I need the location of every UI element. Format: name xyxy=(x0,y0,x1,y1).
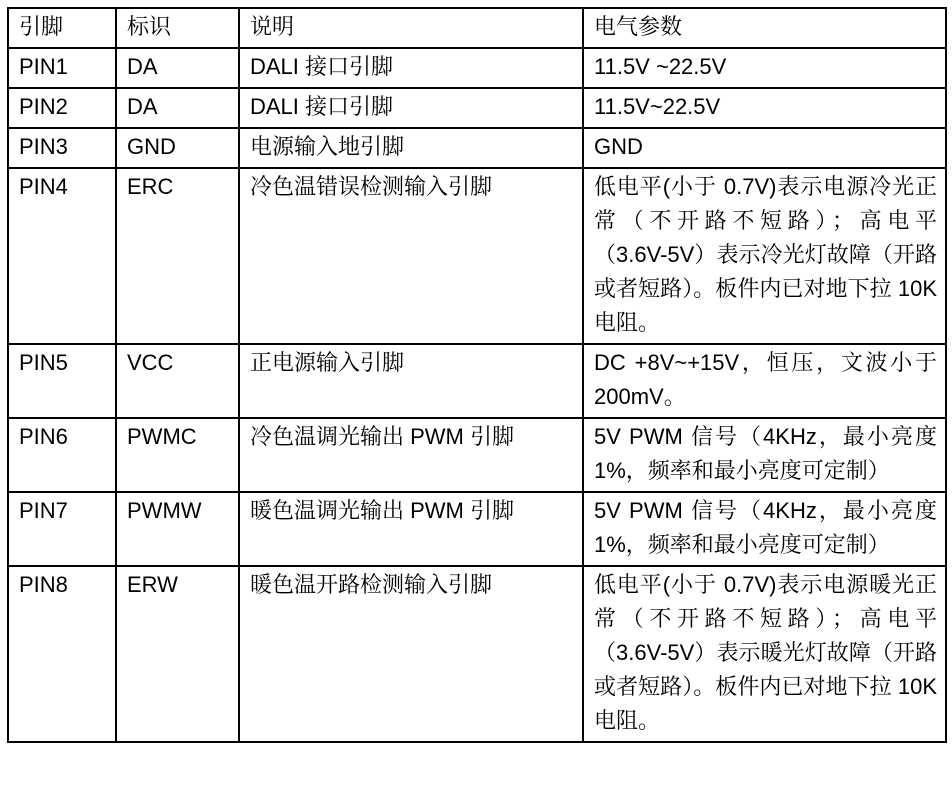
cell-pin6-description: 冷色温调光输出 PWM 引脚 xyxy=(239,418,583,492)
table-header-row xyxy=(8,8,946,48)
cell-pin4-description: 冷色温错误检测输入引脚 xyxy=(239,168,583,344)
cell-pin1-description: DALI 接口引脚 xyxy=(239,48,583,88)
cell-pin4-label: ERC xyxy=(116,168,239,344)
cell-pin6-params: 5V PWM 信号（4KHz，最小亮度 1%，频率和最小亮度可定制） xyxy=(583,418,946,492)
table-row-pin6 xyxy=(8,418,946,492)
cell-pin4-pin: PIN4 xyxy=(8,168,116,344)
cell-pin5-description: 正电源输入引脚 xyxy=(239,344,583,418)
cell-pin1-params: 11.5V ~22.5V xyxy=(583,48,946,88)
cell-pin2-description: DALI 接口引脚 xyxy=(239,88,583,128)
cell-pin1-pin: PIN1 xyxy=(8,48,116,88)
table-row-pin2 xyxy=(8,88,946,128)
column-header-description: 说明 xyxy=(239,8,583,48)
column-header-pin: 引脚 xyxy=(8,8,116,48)
table-row-pin3 xyxy=(8,128,946,168)
column-header-params: 电气参数 xyxy=(583,8,946,48)
cell-pin4-params: 低电平(小于 0.7V)表示电源冷光正常（不开路不短路）；高电平（3.6V-5V）表示冷光灯故障（开路或者短路）。板件内已对地下拉 10K 电阻。 xyxy=(583,168,946,344)
cell-pin5-label: VCC xyxy=(116,344,239,418)
table-row-pin1 xyxy=(8,48,946,88)
cell-pin3-description: 电源输入地引脚 xyxy=(239,128,583,168)
table-row-pin5 xyxy=(8,344,946,418)
cell-pin3-pin: PIN3 xyxy=(8,128,116,168)
cell-pin8-params: 低电平(小于 0.7V)表示电源暖光正常（不开路不短路）；高电平（3.6V-5V）表示暖光灯故障（开路或者短路）。板件内已对地下拉 10K 电阻。 xyxy=(583,566,946,742)
cell-pin2-params: 11.5V~22.5V xyxy=(583,88,946,128)
cell-pin1-label: DA xyxy=(116,48,239,88)
pin-definition-table xyxy=(7,7,947,743)
table-row-pin8 xyxy=(8,566,946,742)
table-row-pin4 xyxy=(8,168,946,344)
cell-pin8-description: 暖色温开路检测输入引脚 xyxy=(239,566,583,742)
column-header-label: 标识 xyxy=(116,8,239,48)
cell-pin2-pin: PIN2 xyxy=(8,88,116,128)
cell-pin7-params: 5V PWM 信号（4KHz，最小亮度 1%，频率和最小亮度可定制） xyxy=(583,492,946,566)
cell-pin3-params: GND xyxy=(583,128,946,168)
cell-pin5-pin: PIN5 xyxy=(8,344,116,418)
cell-pin8-pin: PIN8 xyxy=(8,566,116,742)
cell-pin3-label: GND xyxy=(116,128,239,168)
cell-pin2-label: DA xyxy=(116,88,239,128)
cell-pin6-label: PWMC xyxy=(116,418,239,492)
cell-pin7-pin: PIN7 xyxy=(8,492,116,566)
table-row-pin7 xyxy=(8,492,946,566)
cell-pin6-pin: PIN6 xyxy=(8,418,116,492)
cell-pin5-params: DC +8V~+15V，恒压，文波小于 200mV。 xyxy=(583,344,946,418)
cell-pin8-label: ERW xyxy=(116,566,239,742)
cell-pin7-description: 暖色温调光输出 PWM 引脚 xyxy=(239,492,583,566)
cell-pin7-label: PWMW xyxy=(116,492,239,566)
